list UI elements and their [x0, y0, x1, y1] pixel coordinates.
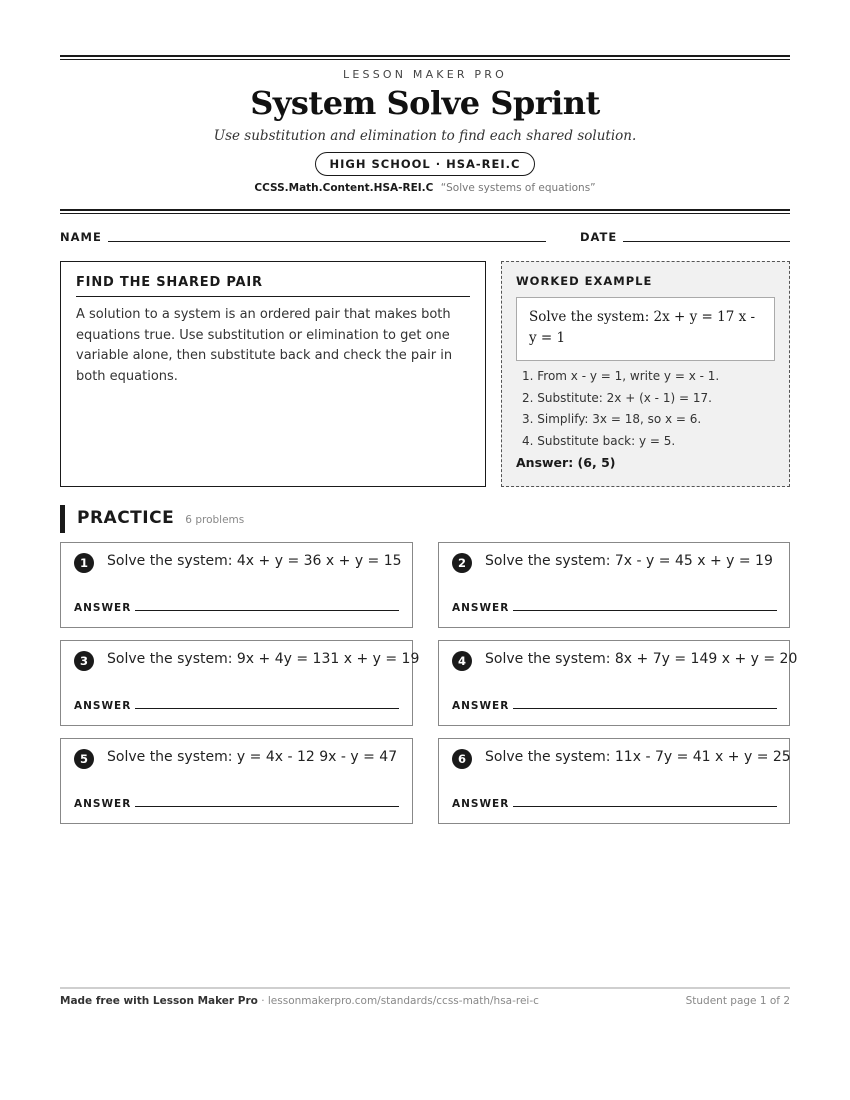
footer-url[interactable]: · lessonmakerpro.com/standards/ccss-math/hsa-rei-c: [257, 995, 539, 1007]
problem-number: 4: [452, 651, 472, 671]
problem-card-5: [60, 738, 413, 824]
standard-code: CCSS.Math.Content.HSA-REI.C: [254, 182, 434, 194]
answer-label: ANSWER: [74, 798, 132, 810]
student-fields: [60, 230, 790, 244]
problem-number: 6: [452, 749, 472, 769]
example-step: 4. Substitute back: y = 5.: [522, 433, 676, 448]
answer-field[interactable]: [513, 610, 777, 611]
footer-made-with: Made free with Lesson Maker Pro: [60, 995, 258, 1007]
footer-page-number: Student page 1 of 2: [685, 995, 790, 1007]
answer-field[interactable]: [513, 806, 777, 807]
footer-divider: [60, 987, 790, 989]
problem-question: Solve the system: 9x + 4y = 131 x + y = 19: [107, 651, 420, 667]
worked-example-problem: Solve the system: 2x + y = 17 x - y = 1: [516, 297, 775, 361]
intro-text: A solution to a system is an ordered pair that makes both equations true. Use substitution or elimination to get one variable alone, then substitute back and check the pair in both equations.: [76, 307, 453, 384]
answer-label: ANSWER: [74, 602, 132, 614]
problem-card-4: [438, 640, 798, 726]
worked-example-title: WORKED EXAMPLE: [516, 274, 653, 288]
intro-panel: [60, 261, 486, 487]
level-badge: HIGH SCHOOL · HSA-REI.C: [315, 152, 536, 176]
answer-label: ANSWER: [452, 602, 510, 614]
problem-card-6: [438, 738, 790, 824]
problem-number: 3: [74, 651, 94, 671]
answer-label: ANSWER: [452, 700, 510, 712]
example-step: 3. Simplify: 3x = 18, so x = 6.: [522, 412, 702, 426]
worked-example-panel: [501, 261, 790, 487]
answer-label: ANSWER: [74, 700, 132, 712]
problem-question: Solve the system: 8x + 7y = 149 x + y = 20: [485, 651, 798, 667]
problem-question: Solve the system: 11x - 7y = 41 x + y = 25: [485, 749, 791, 765]
problem-number: 5: [74, 749, 94, 769]
problem-number: 1: [74, 553, 94, 573]
worked-example-steps: [516, 366, 775, 452]
example-step: 1. From x - y = 1, write y = x - 1.: [522, 369, 720, 383]
date-label: DATE: [580, 230, 618, 244]
answer-field[interactable]: [135, 708, 399, 709]
problem-number: 2: [452, 553, 472, 573]
worked-example-answer: Answer: (6, 5): [516, 455, 616, 470]
name-label: NAME: [60, 230, 102, 244]
standard-line: [60, 182, 790, 194]
problem-card-1: [60, 542, 413, 628]
answer-field[interactable]: [135, 610, 399, 611]
answer-field[interactable]: [513, 708, 777, 709]
top-divider: [60, 55, 790, 60]
problem-question: Solve the system: y = 4x - 12 9x - y = 47: [107, 749, 398, 765]
standard-description: “Solve systems of equations”: [440, 182, 596, 194]
intro-title: FIND THE SHARED PAIR: [76, 275, 470, 297]
worksheet-page: [60, 0, 798, 1100]
problem-card-3: [60, 640, 420, 726]
name-field[interactable]: [108, 241, 546, 242]
page-subtitle: Use substitution and elimination to find each shared solution.: [213, 128, 637, 144]
date-field[interactable]: [623, 241, 790, 242]
level-badge-wrap: [60, 152, 790, 176]
brand-name: LESSON MAKER PRO: [343, 68, 507, 81]
problem-card-2: [438, 542, 790, 628]
header-bottom-divider: [60, 209, 790, 214]
footer-credit: [60, 995, 539, 1007]
practice-title: PRACTICE: [77, 508, 175, 528]
example-step: 2. Substitute: 2x + (x - 1) = 17.: [522, 390, 712, 405]
answer-field[interactable]: [135, 806, 399, 807]
practice-heading: [60, 505, 244, 533]
answer-label: ANSWER: [452, 798, 510, 810]
problem-question: Solve the system: 4x + y = 36 x + y = 15: [107, 553, 402, 569]
page-title: System Solve Sprint: [250, 84, 600, 122]
practice-count: 6 problems: [185, 514, 245, 526]
problem-question: Solve the system: 7x - y = 45 x + y = 19: [485, 553, 773, 569]
